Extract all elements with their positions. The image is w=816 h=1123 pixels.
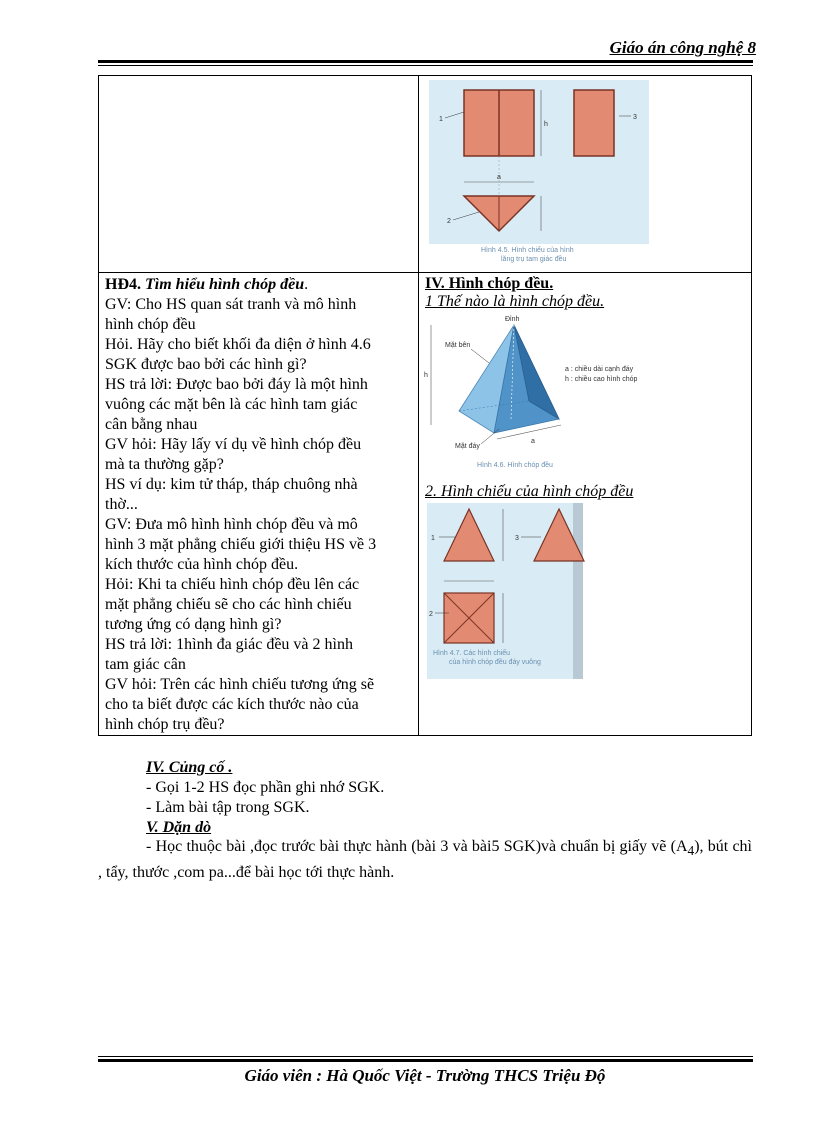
figure-caption-1: Hình 4.7. Các hình chiếu xyxy=(433,650,511,657)
activity-line: HS trả lời: 1hình đa giác đều và 2 hình xyxy=(105,636,353,653)
activity-line: GV: Đưa mô hình hình chóp đều và mô xyxy=(105,516,358,533)
figure-caption-2: của hình chóp đều đáy vuông xyxy=(449,659,541,666)
subsection-title-2: 2. Hình chiếu của hình chóp đều xyxy=(425,483,634,500)
subsection-title-1: 1 Thế nào là hình chóp đều. xyxy=(425,293,605,310)
leader-matben xyxy=(471,349,489,363)
activity-line: GV hỏi: Trên các hình chiếu tương ứng sẽ xyxy=(105,676,375,693)
figure-cell xyxy=(419,76,752,273)
footer-text: Giáo viên : Hà Quốc Việt - Trường THCS Triệu Độ xyxy=(244,1066,606,1085)
consolidation-item: - Gọi 1-2 HS đọc phần ghi nhớ SGK. xyxy=(146,779,385,796)
activity-line: cho ta biết được các kích thước nào của xyxy=(105,696,359,713)
label-h: h xyxy=(544,121,548,128)
activity-line: GV: Cho HS quan sát tranh và mô hình xyxy=(105,296,357,313)
figure-caption-1: Hình 4.5. Hình chiếu của hình xyxy=(481,247,574,254)
pyramid-projection-figure xyxy=(419,501,753,679)
section-title: IV. Hình chóp đều. xyxy=(425,275,554,292)
label-3: 3 xyxy=(633,114,637,121)
homework-line-2: $(A_4)$, bút chì , tẩy, thước ,com pa...để bài học tới thực hành. xyxy=(98,838,753,882)
activity-text xyxy=(99,273,418,735)
activity-line: HS ví dụ: kim tử tháp, tháp chuông nhà xyxy=(105,476,358,493)
activity-line: mà ta thường gặp? xyxy=(105,456,224,473)
prism-projection-figure xyxy=(419,76,753,272)
pyramid-figure xyxy=(419,311,753,479)
label-h: h xyxy=(424,372,428,379)
activity-heading: HĐ4. Tìm hiểu hình chóp đều. xyxy=(105,276,309,293)
label-a: a xyxy=(531,438,535,445)
leader-matday xyxy=(481,429,499,444)
activity-line: HS trả lời: Được bao bởi đáy là một hình xyxy=(105,376,368,393)
activity-line: hình chóp trụ đều? xyxy=(105,716,225,733)
homework-line-1: - Học thuộc bài ,đọc trước bài thực hành (bài 3 và bài5 SGK)và chuẩn bị giấy vẽ xyxy=(146,838,667,855)
empty-cell xyxy=(99,76,419,273)
footer-rule xyxy=(98,1059,753,1062)
label-1: 1 xyxy=(439,116,443,123)
side-view xyxy=(574,90,614,156)
activity-line: cân bằng nhau xyxy=(105,416,198,433)
activity-line: kích thước của hình chóp đều. xyxy=(105,556,299,573)
header-rule xyxy=(98,60,753,63)
homework-text xyxy=(98,836,752,884)
label-2: 2 xyxy=(429,611,433,618)
activity-line: Hỏi. Hãy cho biết khối đa diện ở hình 4.6 xyxy=(105,336,371,353)
homework-heading: V. Dặn dò xyxy=(146,819,212,836)
consolidation-section xyxy=(146,758,384,838)
activity-line: thờ... xyxy=(105,496,138,513)
lesson-table xyxy=(98,75,752,736)
header-rule-thin xyxy=(98,65,753,66)
label-a: a xyxy=(497,174,501,181)
figure-plate xyxy=(429,80,649,244)
table-row xyxy=(99,273,752,736)
activity-line: tam giác cân xyxy=(105,656,186,673)
activity-line: vuông các mặt bên là các hình tam giác xyxy=(105,396,358,413)
label-dinh: Đỉnh xyxy=(505,316,520,323)
header-title: Giáo án công nghệ 8 xyxy=(609,38,756,57)
activity-line: GV hỏi: Hãy lấy ví dụ về hình chóp đều xyxy=(105,436,362,453)
consolidation-heading: IV. Củng cố . xyxy=(146,759,233,776)
label-1: 1 xyxy=(431,535,435,542)
label-2: 2 xyxy=(447,218,451,225)
label-3: 3 xyxy=(515,535,519,542)
activity-line: tương ứng có dạng hình gì? xyxy=(105,616,282,633)
activity-line: hình 3 mặt phẳng chiếu giới thiệu HS về 3 xyxy=(105,536,377,553)
legend-h: h : chiều cao hình chóp xyxy=(565,376,638,383)
content-cell xyxy=(419,273,752,736)
legend-a: a : chiều dài cạnh đáy xyxy=(565,366,634,373)
activity-line: SGK được bao bởi các hình gì? xyxy=(105,356,307,373)
activity-line: Hỏi: Khi ta chiếu hình chóp đều lên các xyxy=(105,576,360,593)
label-matben: Mặt bên xyxy=(445,342,471,349)
figure-caption-2: lăng trụ tam giác đều xyxy=(501,256,567,263)
activity-cell xyxy=(99,273,419,736)
activity-line: hình chóp đều xyxy=(105,316,196,333)
activity-line: mặt phẳng chiếu sẽ cho các hình chiếu xyxy=(105,596,352,613)
plate-edge xyxy=(573,503,583,679)
consolidation-item: - Làm bài tập trong SGK. xyxy=(146,799,310,816)
table-row xyxy=(99,76,752,273)
figure-caption: Hình 4.6. Hình chóp đều xyxy=(477,462,553,469)
label-matday: Mặt đáy xyxy=(455,443,480,450)
footer-rule-thin xyxy=(98,1056,753,1057)
